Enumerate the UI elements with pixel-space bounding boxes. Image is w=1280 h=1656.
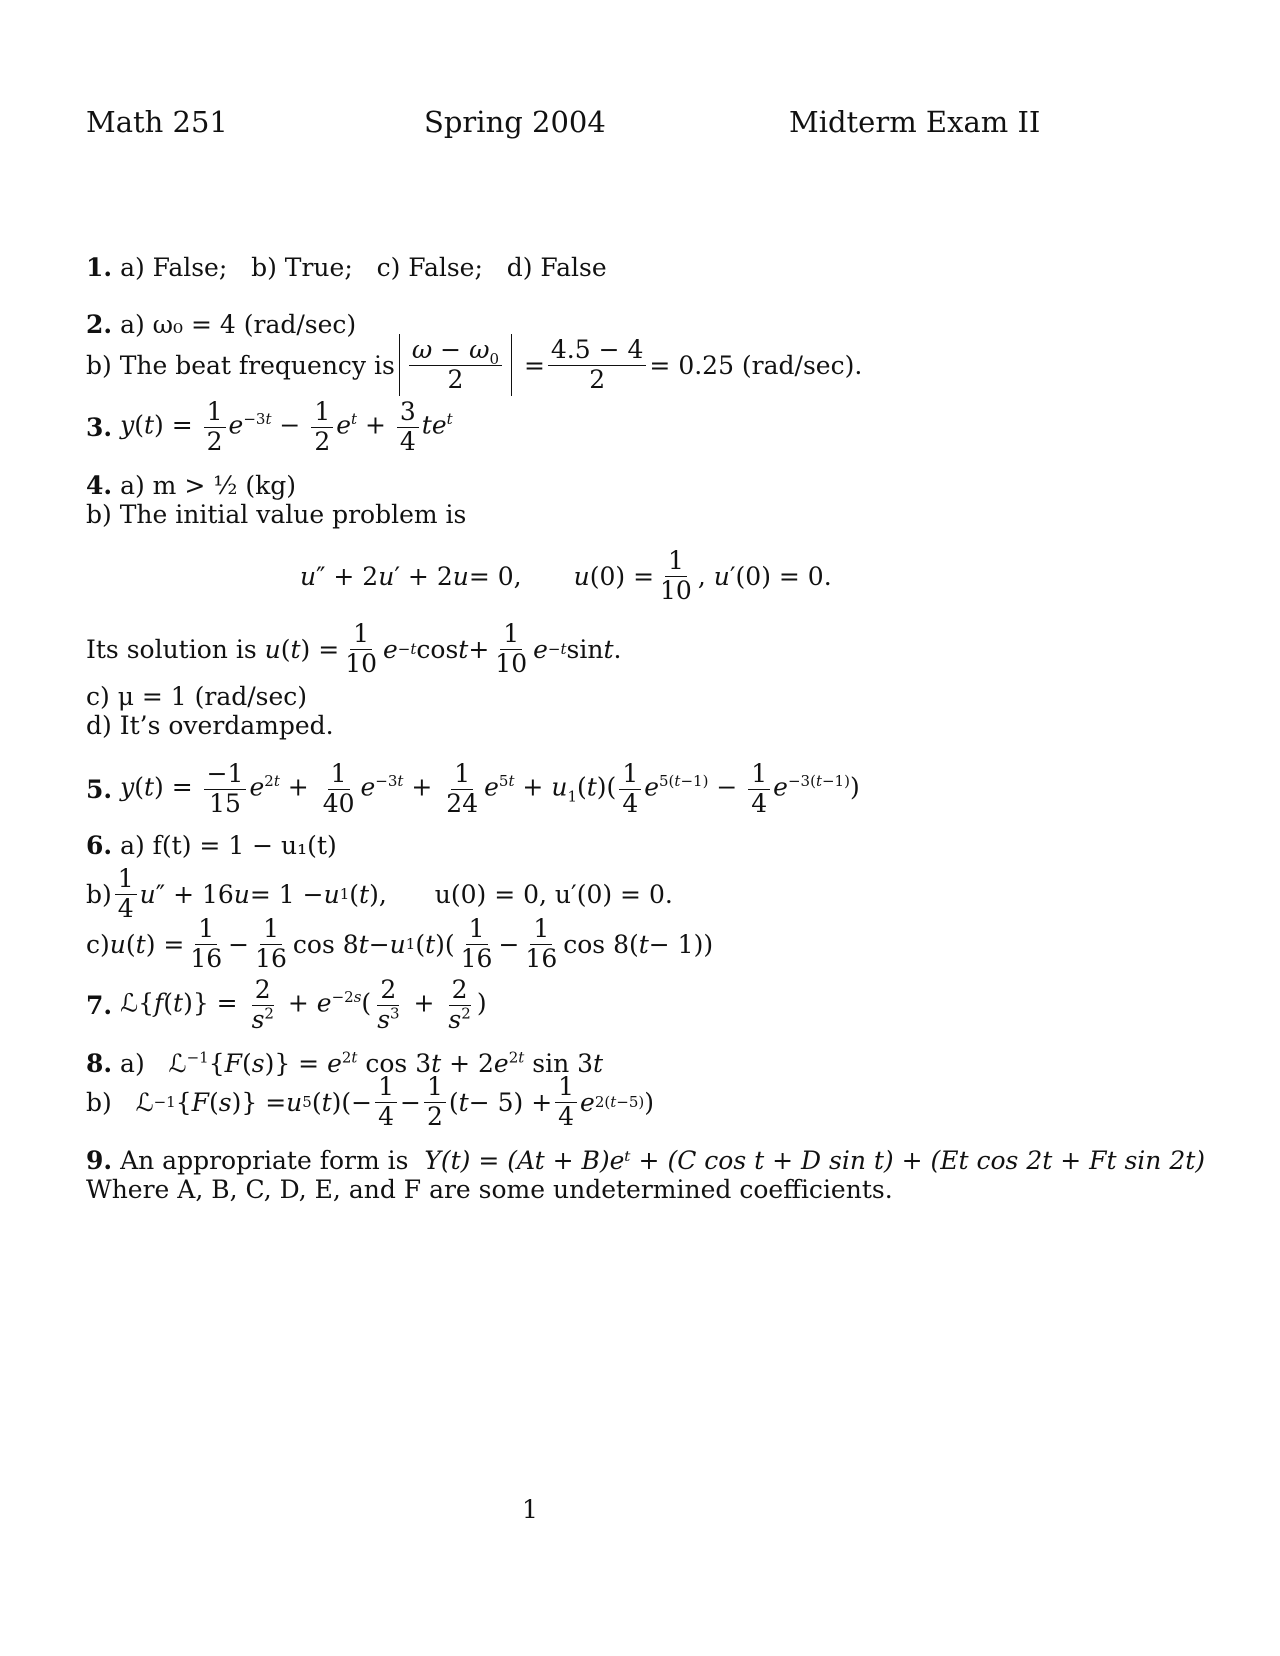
answer-7 bbox=[86, 977, 487, 1033]
q6-number: 6. bbox=[86, 831, 113, 860]
q8-number: 8. bbox=[86, 1049, 113, 1078]
q4-number: 4. bbox=[86, 471, 113, 500]
answer-6c: c) u ( t ) = $\frac{1}{16}$ − $\frac{1}{16}$ cos 8 t − u 1 ( t )( $\frac{1}{16}$ − $\frac{1}{16}$ cos 8( t − 1)) bbox=[86, 914, 714, 973]
q4-d: d) It’s overdamped. bbox=[86, 711, 334, 740]
q4-b: b) The initial value problem is bbox=[86, 500, 467, 529]
answer-6a bbox=[86, 833, 337, 858]
answer-3 bbox=[86, 398, 453, 456]
answer-8b: b) ℒ −1 { F ( s )} = u 5 ( t )(− $\frac{1}{4}$ − $\frac{1}{2}$ ( t − 5) + $\frac{1}{4}$ e 2(t−5) ) bbox=[86, 1072, 655, 1131]
q9-number: 9. bbox=[86, 1146, 113, 1175]
q5-number: 5. bbox=[86, 774, 113, 804]
q2-a: a) ω₀ = 4 (rad/sec) bbox=[120, 310, 357, 339]
q7-equation: ℒ{f(t)} = $\frac{2}{s^2}$ + $e^{-2s}$( $\frac{2}{s^3}$ + $\frac{2}{s^2}$ ) bbox=[120, 975, 487, 1034]
q6-a: a) f(t) = 1 − u₁(t) bbox=[120, 831, 337, 860]
q7-number: 7. bbox=[86, 990, 113, 1020]
q1-number: 1. bbox=[86, 253, 113, 282]
q3-equation: y(t) = $\frac{1}{2}$ $e^{-3t}$ − $\frac{1}{2}$ $e^t$ + $\frac{3}{4}$ $te^t$ bbox=[120, 397, 453, 456]
q9-line2: Where A, B, C, D, E, and F are some undetermined coefficients. bbox=[86, 1175, 893, 1204]
beat-fraction: $\frac{4.5 - 4}{2}$ bbox=[548, 337, 647, 393]
answer-5 bbox=[86, 760, 860, 818]
q2-b-lead: b) The beat frequency is bbox=[86, 350, 395, 380]
q5-equation: y(t) = $\frac{-1}{15}$ $e^{2t}$ + $\frac{1}{40}$ $e^{-3t}$ + $\frac{1}{24}$ $e^{5t} + u_1(t)$( $\frac{1}{4}$ $e^{5(t-1)}$ − $\frac{1}{4}$ $e^{-3(t-1)}$) bbox=[120, 759, 860, 818]
answer-6b: b) $\frac{1}{4}$ u ″ + 16 u = 1 − u 1 ( t ), u(0) = 0, u′(0) = 0. bbox=[86, 864, 673, 923]
ivp-equation: u ″ + 2 u ′ + 2 u = 0, u (0) = $\frac{1}{10}$ , u ′(0) = 0. bbox=[300, 546, 832, 605]
answer-4a bbox=[86, 473, 296, 498]
q4-solution: Its solution is u ( t ) = $\frac{1}{10}$ e −t cos t + $\frac{1}{10}$ e −t sin t . bbox=[86, 619, 622, 678]
exam-title: Midterm Exam II bbox=[789, 105, 1041, 139]
beat-abs: $\frac{\omega - \omega_0}{2}$ bbox=[399, 334, 512, 396]
q2-b-tail: = 0.25 (rad/sec). bbox=[649, 350, 863, 380]
q9-form: Y(t) = (At + B)eᵗ + (C cos t + D sin t) + (Et cos 2t + Ft sin 2t) bbox=[424, 1146, 1206, 1175]
q4-c: c) μ = 1 (rad/sec) bbox=[86, 682, 308, 711]
q1-text: a) False; b) True; c) False; d) False bbox=[120, 253, 607, 282]
answer-1 bbox=[86, 255, 607, 280]
page-number: 1 bbox=[522, 1495, 538, 1524]
q6-b-tail: u(0) = 0, u′(0) = 0. bbox=[434, 879, 673, 909]
course-title: Math 251 bbox=[86, 105, 228, 139]
answer-9 bbox=[86, 1148, 1205, 1173]
q2-number: 2. bbox=[86, 310, 113, 339]
q4-solution-lead: Its solution is bbox=[86, 634, 257, 664]
q9-lead: An appropriate form is bbox=[120, 1146, 409, 1175]
term: Spring 2004 bbox=[424, 105, 606, 139]
answer-8a: 8. a) ℒ$^{-1}${F(s)} = $e^{2t}$ $\cos 3t + 2e^{2t}$ sin 3t bbox=[86, 1048, 604, 1078]
q4-a: a) m > ½ (kg) bbox=[120, 471, 297, 500]
answer-2b: b) The beat frequency is $\frac{\omega - \omega_0}{2}$ = $\frac{4.5 - 4}{2}$ = 0.25 (rad/sec). bbox=[86, 334, 862, 396]
q3-number: 3. bbox=[86, 412, 113, 442]
